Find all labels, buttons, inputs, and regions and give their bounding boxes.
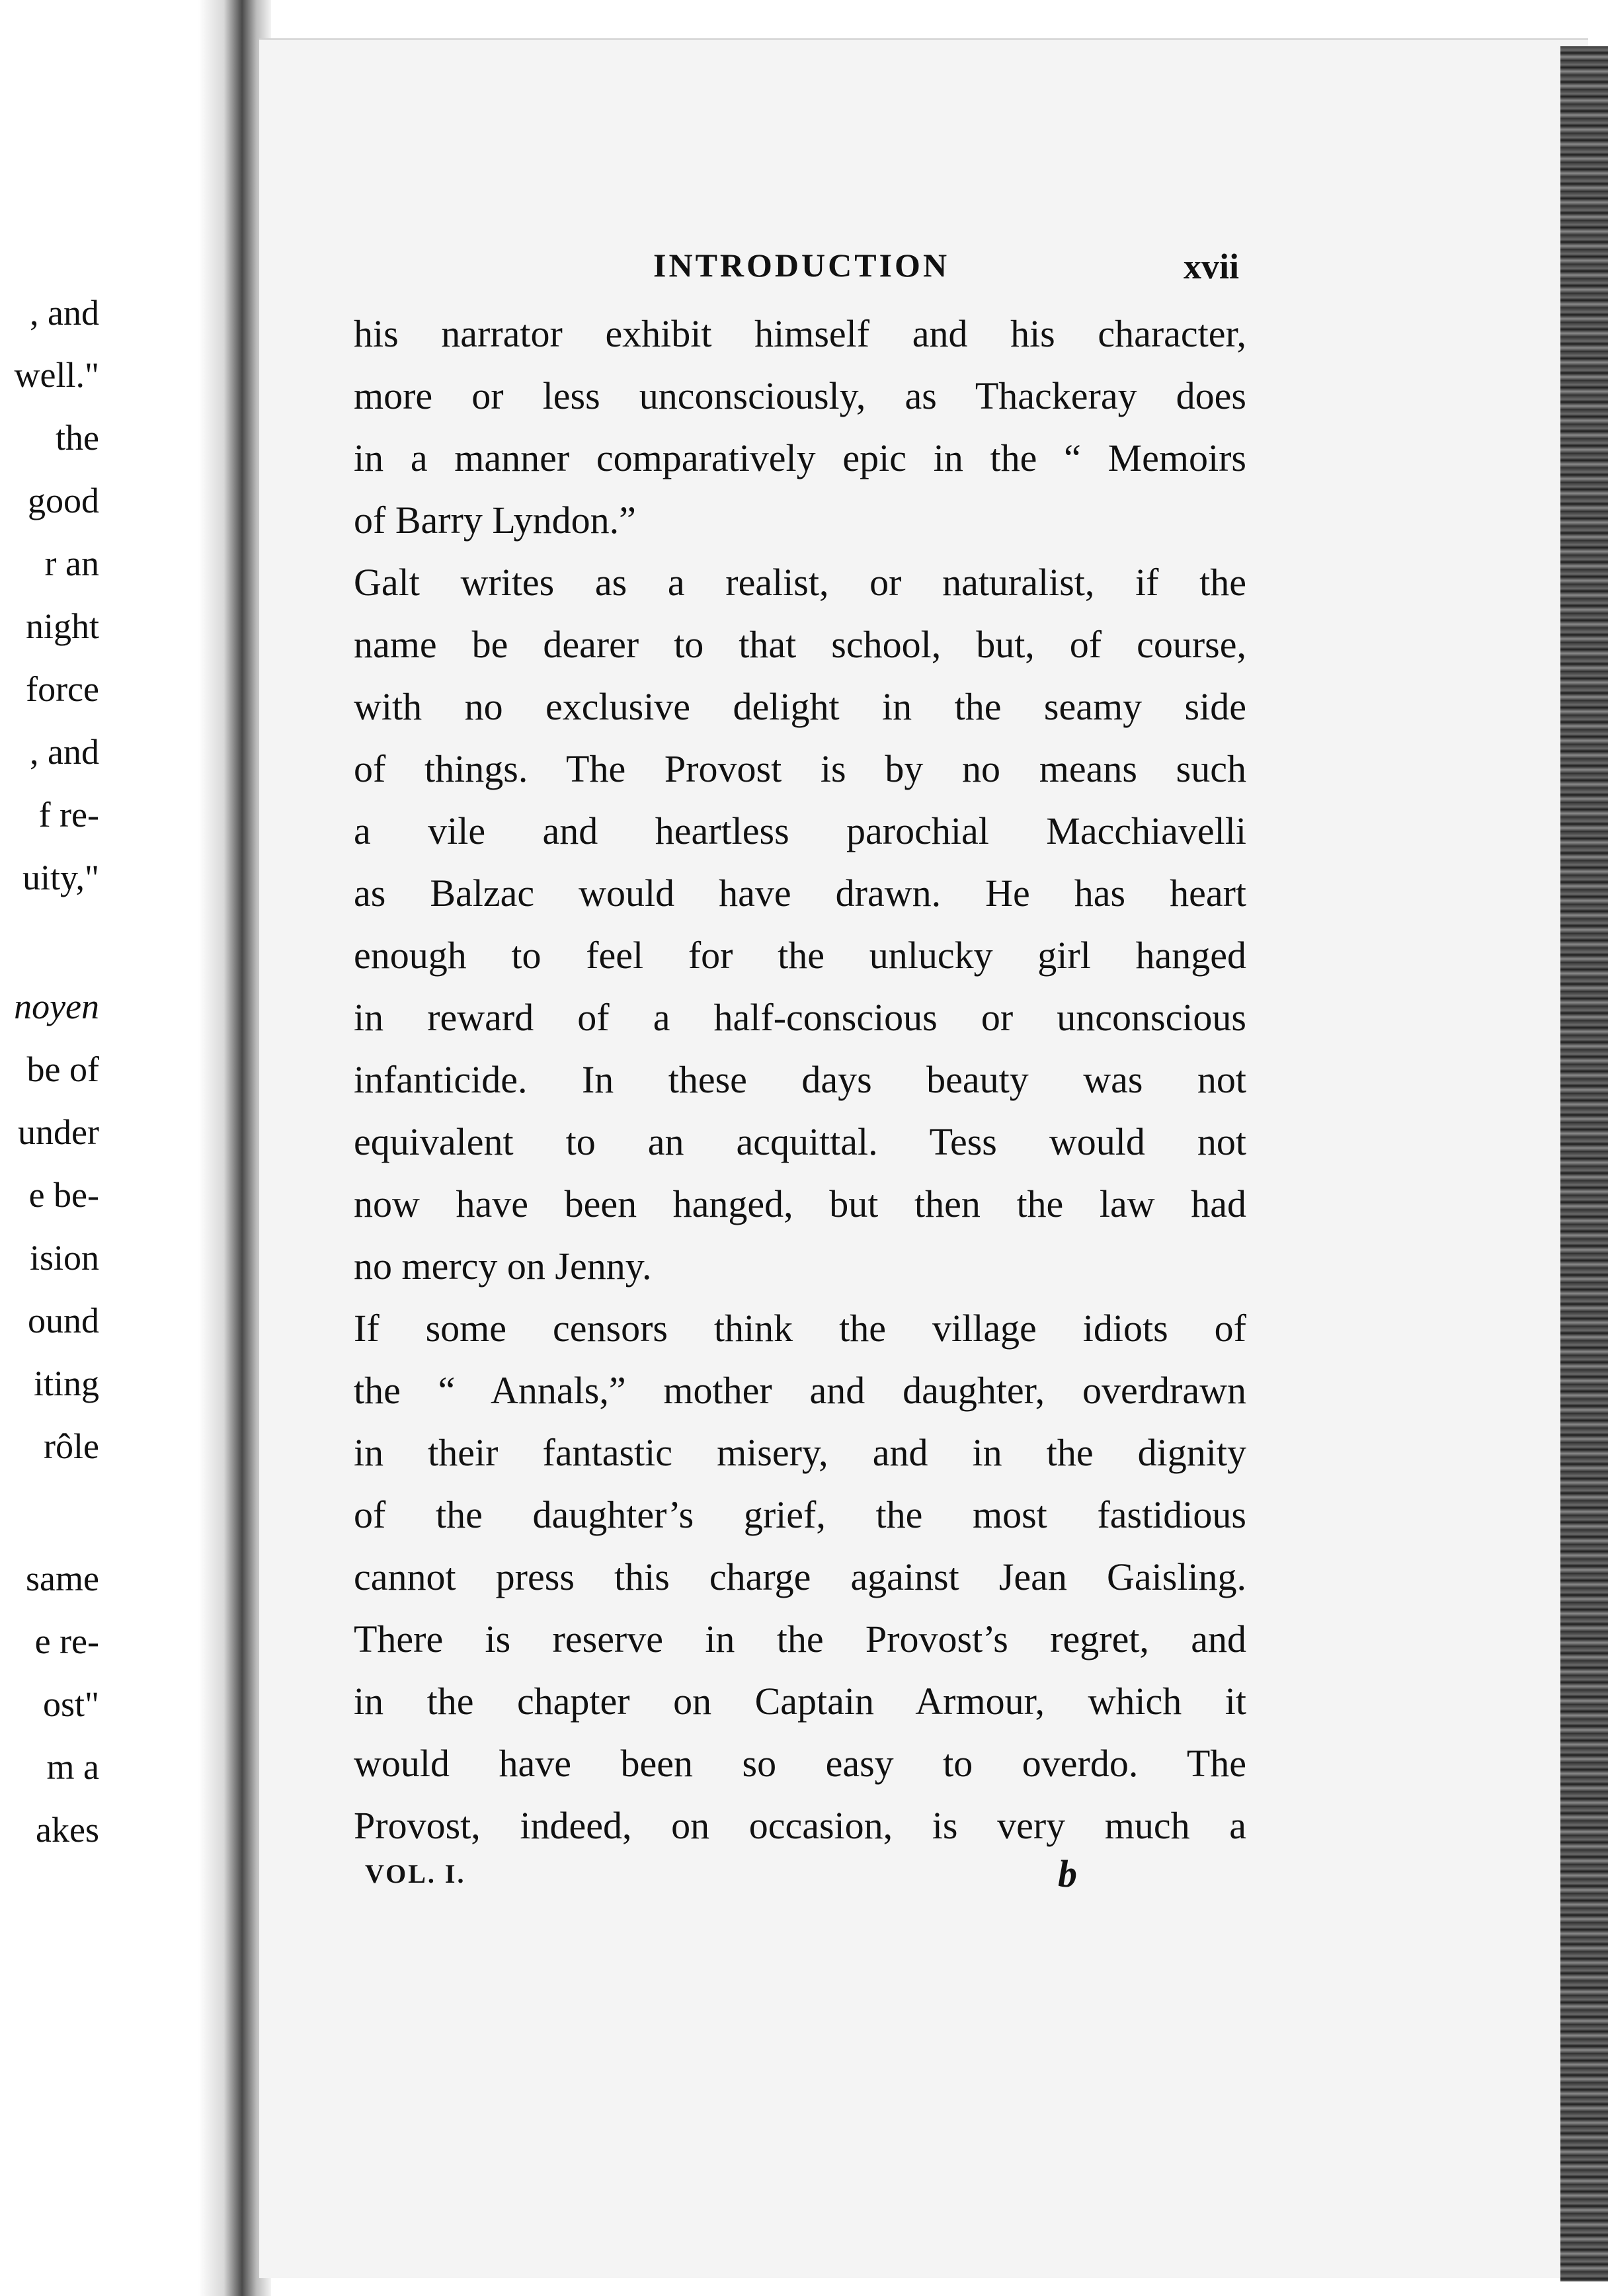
text-line: now have been hanged, but then the law had (354, 1182, 1246, 1225)
paragraph (354, 552, 1246, 1297)
facing-line: noyen (14, 987, 99, 1026)
text-line: the “ Annals,” mother and daughter, overdrawn (354, 1369, 1246, 1412)
running-title: INTRODUCTION (653, 247, 950, 284)
page-number: xvii (1184, 247, 1240, 286)
text-line: name be dearer to that school, but, of course, (354, 623, 1246, 666)
facing-line: ision (29, 1238, 99, 1278)
text-line: no mercy on Jenny. (354, 1245, 652, 1288)
paragraph (354, 303, 1246, 552)
facing-page (0, 0, 212, 2296)
text-line: There is reserve in the Provost’s regret, and (354, 1618, 1246, 1660)
text-line: infanticide. In these days beauty was not (354, 1058, 1246, 1101)
facing-line: uity," (22, 858, 99, 897)
facing-line: ost" (42, 1684, 99, 1724)
facing-line: iting (33, 1364, 99, 1403)
facing-line: night (25, 606, 99, 646)
facing-line: same (26, 1559, 99, 1598)
facing-line: e re- (34, 1621, 99, 1661)
facing-line: be of (26, 1049, 99, 1089)
body-text (354, 303, 1246, 1857)
facing-line: force (26, 669, 99, 709)
text-line: a vile and heartless parochial Macchiavelli (354, 809, 1246, 852)
facing-line: akes (36, 1810, 99, 1850)
text-line: in the chapter on Captain Armour, which it (354, 1680, 1246, 1723)
text-line: in reward of a half-conscious or unconscious (354, 996, 1246, 1039)
paragraph (354, 1297, 1246, 1857)
text-line: of things. The Provost is by no means such (354, 747, 1246, 790)
text-line: as Balzac would have drawn. He has heart (354, 872, 1246, 915)
facing-line: under (18, 1112, 99, 1152)
facing-line: m a (46, 1747, 99, 1787)
text-line: in their fantastic misery, and in the dignity (354, 1431, 1246, 1474)
text-line: his narrator exhibit himself and his character, (354, 312, 1246, 355)
text-line: Provost, indeed, on occasion, is very much a (354, 1804, 1246, 1847)
facing-line: ound (28, 1301, 99, 1340)
facing-line: good (28, 481, 99, 520)
facing-line: , and (30, 293, 99, 333)
signature-mark: b (1058, 1852, 1077, 1895)
facing-line: , and (30, 732, 99, 772)
facing-line: r an (44, 544, 99, 583)
facing-line: the (56, 418, 99, 458)
text-line: of Barry Lyndon.” (354, 499, 636, 542)
page-edge (1560, 46, 1608, 2281)
text-line: Galt writes as a realist, or naturalist, if the (354, 561, 1246, 604)
text-line: equivalent to an acquittal. Tess would not (354, 1120, 1246, 1163)
facing-line: f re- (38, 795, 99, 835)
text-line: enough to feel for the unlucky girl hanged (354, 934, 1246, 977)
volume-mark: VOL. I. (365, 1859, 466, 1889)
text-line: cannot press this charge against Jean Gaisling. (354, 1555, 1246, 1598)
text-line: would have been so easy to overdo. The (354, 1742, 1246, 1785)
facing-line: well." (14, 355, 99, 395)
text-line: of the daughter’s grief, the most fastidious (354, 1493, 1246, 1536)
text-line: in a manner comparatively epic in the “ Memoirs (354, 436, 1246, 479)
text-line: more or less unconsciously, as Thackeray does (354, 374, 1246, 417)
text-line: If some censors think the village idiots of (354, 1307, 1246, 1350)
facing-line: rôle (44, 1426, 99, 1466)
text-line: with no exclusive delight in the seamy side (354, 685, 1246, 728)
facing-line: e be- (28, 1175, 99, 1215)
